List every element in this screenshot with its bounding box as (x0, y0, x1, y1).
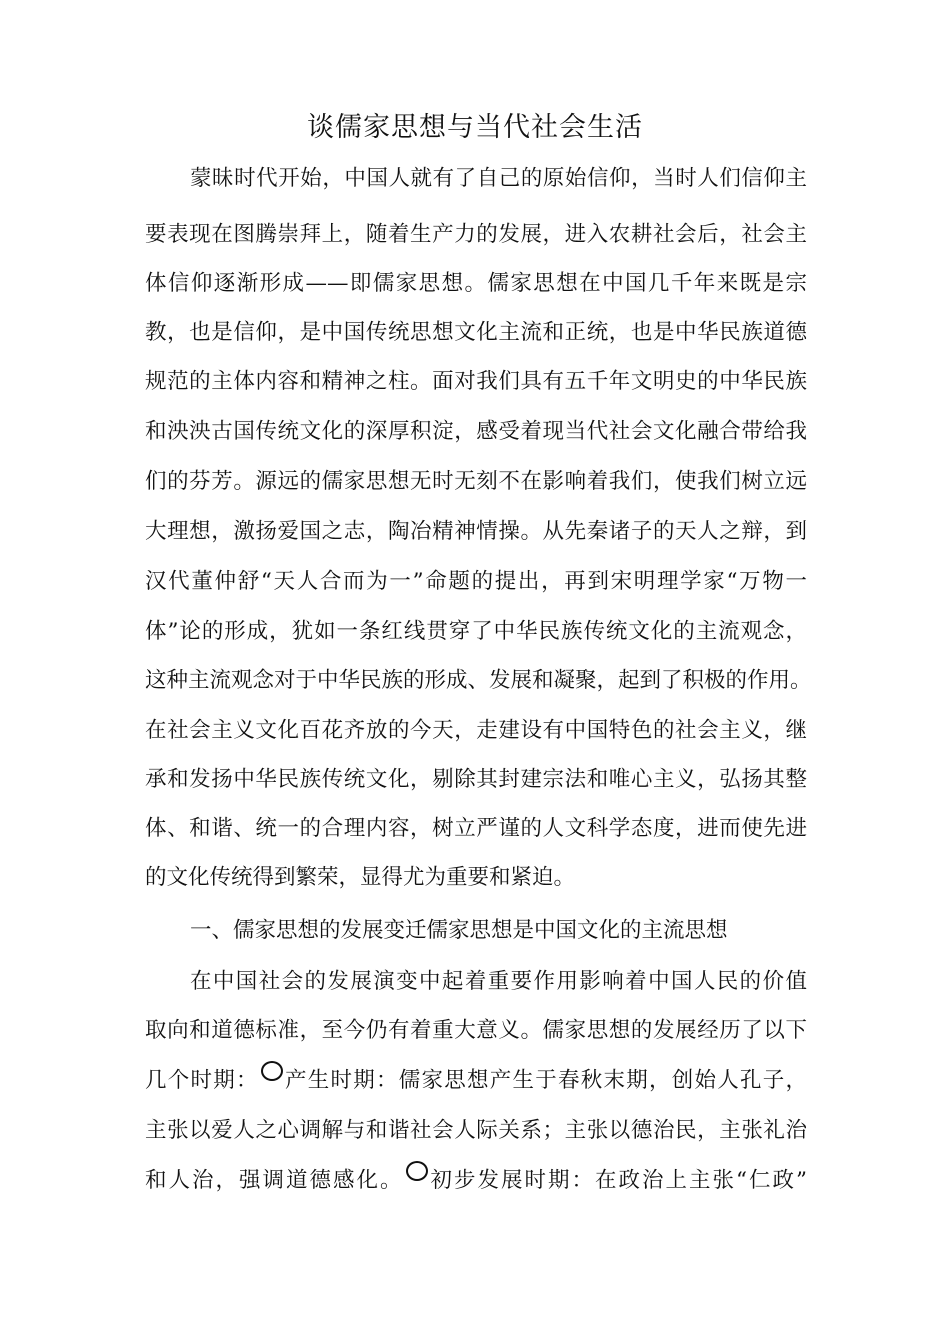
paragraph-line: 承和发扬中华民族传统文化，剔除其封建宗法和唯心主义，弘扬其整 (145, 767, 807, 792)
paragraph-line: 体信仰逐渐形成——即儒家思想。儒家思想在中国几千年来既是宗 (145, 271, 807, 296)
paragraph-line: 在中国社会的发展演变中起着重要作用影响着中国人民的价值 (190, 969, 807, 994)
paragraph-line: 汉代董仲舒“天人合而为一”命题的提出，再到宋明理学家“万物一 (145, 569, 807, 594)
paragraph-line: 体、和谐、统一的合理内容，树立严谨的人文科学态度，进而使先进 (145, 816, 807, 841)
paragraph-line: 在社会主义文化百花齐放的今天，走建设有中国特色的社会主义，继 (145, 718, 807, 743)
paragraph-line: 这种主流观念对于中华民族的形成、发展和凝聚，起到了积极的作用。 (145, 668, 812, 693)
circle-marker-icon (406, 1161, 428, 1181)
circle-marker-icon (261, 1061, 283, 1081)
paragraph-line: 取向和道德标准，至今仍有着重大意义。儒家思想的发展经历了以下 (145, 1018, 807, 1043)
line-text: 和人治，强调道德感化。 (145, 1168, 404, 1193)
section-heading: 一、儒家思想的发展变迁儒家思想是中国文化的主流思想 (190, 918, 728, 943)
paragraph-line: 的文化传统得到繁荣，显得尤为重要和紧迫。 (145, 865, 576, 890)
paragraph-line: 蒙昧时代开始，中国人就有了自己的原始信仰，当时人们信仰主 (190, 166, 807, 191)
paragraph-line: 要表现在图腾崇拜上，随着生产力的发展，进入农耕社会后，社会主 (145, 222, 807, 247)
paragraph-line: 教，也是信仰，是中国传统思想文化主流和正统，也是中华民族道德 (145, 320, 807, 345)
line-text: 几个时期： (145, 1068, 259, 1093)
paragraph-line: 和泱泱古国传统文化的深厚积淀，感受着现当代社会文化融合带给我 (145, 419, 807, 444)
paragraph-line (145, 1061, 807, 1101)
document-title: 谈儒家思想与当代社会生活 (307, 112, 643, 143)
paragraph-line: 大理想，激扬爱国之志，陶冶精神情操。从先秦诸子的天人之辩，到 (145, 519, 807, 544)
line-text: 产生时期：儒家思想产生于春秋末期，创始人孔子， (283, 1068, 807, 1093)
paragraph-line: 体”论的形成，犹如一条红线贯穿了中华民族传统文化的主流观念， (145, 619, 807, 644)
line-text: 初步发展时期：在政治上主张“仁政” (428, 1168, 807, 1193)
paragraph-line (145, 1161, 807, 1201)
paragraph-line: 规范的主体内容和精神之柱。面对我们具有五千年文明史的中华民族 (145, 369, 807, 394)
paragraph-line: 们的芬芳。源远的儒家思想无时无刻不在影响着我们，使我们树立远 (145, 469, 807, 494)
paragraph-line: 主张以爱人之心调解与和谐社会人际关系；主张以德治民，主张礼治 (145, 1118, 807, 1143)
